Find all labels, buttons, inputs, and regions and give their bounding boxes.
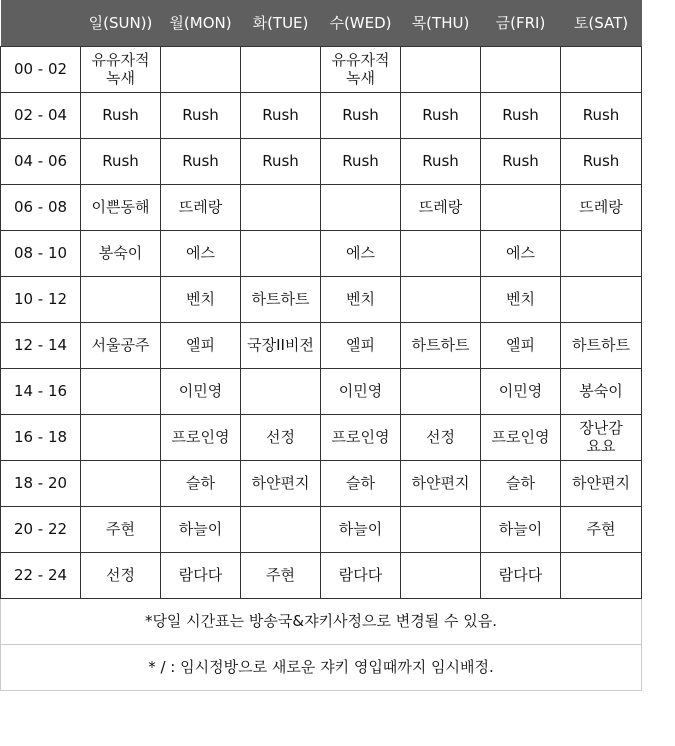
- schedule-cell: 하트하트: [401, 322, 481, 368]
- time-slot-label: 08 - 10: [1, 230, 81, 276]
- schedule-cell: Rush: [401, 92, 481, 138]
- schedule-cell: 주현: [81, 506, 161, 552]
- schedule-cell: 주현: [241, 552, 321, 598]
- schedule-cell: 벤치: [481, 276, 561, 322]
- schedule-cell: 봉숙이: [561, 368, 642, 414]
- schedule-cell: 프로인영: [161, 414, 241, 460]
- schedule-cell: [401, 368, 481, 414]
- schedule-cell: 선정: [81, 552, 161, 598]
- schedule-cell: 유유자적 녹새: [81, 46, 161, 92]
- schedule-cell: 슬하: [481, 460, 561, 506]
- day-header-row: [1, 0, 642, 46]
- schedule-cell: Rush: [241, 92, 321, 138]
- schedule-cell: 슬하: [161, 460, 241, 506]
- schedule-cell: 하얀편지: [561, 460, 642, 506]
- schedule-cell: 이쁜동해: [81, 184, 161, 230]
- schedule-cell: [241, 46, 321, 92]
- day-header-fri: 금(FRI): [481, 0, 561, 46]
- schedule-cell: [481, 46, 561, 92]
- schedule-cell: 이민영: [481, 368, 561, 414]
- schedule-cell: 이민영: [321, 368, 401, 414]
- schedule-cell: 엘피: [321, 322, 401, 368]
- schedule-cell: Rush: [161, 138, 241, 184]
- time-slot-row: [1, 46, 642, 92]
- time-slot-label: 22 - 24: [1, 552, 81, 598]
- schedule-cell: 에스: [321, 230, 401, 276]
- schedule-cell: Rush: [321, 138, 401, 184]
- schedule-cell: [241, 184, 321, 230]
- corner-header: [1, 0, 81, 46]
- time-slot-row: [1, 506, 642, 552]
- schedule-cell: [81, 368, 161, 414]
- schedule-cell: 서울공주: [81, 322, 161, 368]
- schedule-cell: [241, 230, 321, 276]
- day-header-tue: 화(TUE): [241, 0, 321, 46]
- schedule-cell: 엘피: [481, 322, 561, 368]
- schedule-cell: 하늘이: [321, 506, 401, 552]
- schedule-cell: 유유자적 녹새: [321, 46, 401, 92]
- schedule-cell: [401, 276, 481, 322]
- schedule-cell: 주현: [561, 506, 642, 552]
- schedule-cell: Rush: [81, 138, 161, 184]
- schedule-cell: [81, 276, 161, 322]
- schedule-cell: Rush: [561, 138, 642, 184]
- schedule-cell: [241, 506, 321, 552]
- schedule-cell: [401, 230, 481, 276]
- time-slot-label: 02 - 04: [1, 92, 81, 138]
- schedule-cell: 프로인영: [321, 414, 401, 460]
- time-slot-label: 06 - 08: [1, 184, 81, 230]
- time-slot-row: [1, 92, 642, 138]
- schedule-cell: [561, 552, 642, 598]
- schedule-cell: [81, 414, 161, 460]
- schedule-cell: [561, 46, 642, 92]
- day-header-mon: 월(MON): [161, 0, 241, 46]
- schedule-cell: Rush: [481, 138, 561, 184]
- schedule-cell: 봉숙이: [81, 230, 161, 276]
- time-slot-row: [1, 368, 642, 414]
- schedule-cell: 에스: [481, 230, 561, 276]
- schedule-cell: [401, 46, 481, 92]
- schedule-change-notice: *당일 시간표는 방송국&쟈키사정으로 변경될 수 있음.: [1, 598, 642, 644]
- time-slot-row: [1, 414, 642, 460]
- schedule-cell: 선정: [241, 414, 321, 460]
- schedule-cell: 벤치: [321, 276, 401, 322]
- schedule-cell: [241, 368, 321, 414]
- time-slot-label: 20 - 22: [1, 506, 81, 552]
- schedule-cell: 뜨레랑: [561, 184, 642, 230]
- schedule-cell: 람다다: [481, 552, 561, 598]
- schedule-cell: 람다다: [161, 552, 241, 598]
- schedule-cell: 하늘이: [161, 506, 241, 552]
- schedule-cell: [401, 552, 481, 598]
- time-slot-label: 14 - 16: [1, 368, 81, 414]
- schedule-cell: Rush: [561, 92, 642, 138]
- schedule-cell: 엘피: [161, 322, 241, 368]
- schedule-cell: 선정: [401, 414, 481, 460]
- schedule-cell: 슬하: [321, 460, 401, 506]
- schedule-cell: 뜨레랑: [161, 184, 241, 230]
- day-header-wed: 수(WED): [321, 0, 401, 46]
- schedule-cell: [561, 276, 642, 322]
- schedule-cell: Rush: [401, 138, 481, 184]
- time-slot-row: [1, 184, 642, 230]
- schedule-cell: [81, 460, 161, 506]
- schedule-cell: 하얀편지: [241, 460, 321, 506]
- schedule-cell: [481, 184, 561, 230]
- schedule-cell: 국장II비전: [241, 322, 321, 368]
- time-slot-row: [1, 552, 642, 598]
- schedule-cell: [161, 46, 241, 92]
- note-row: [1, 644, 642, 690]
- time-slot-row: [1, 322, 642, 368]
- time-slot-row: [1, 276, 642, 322]
- schedule-cell: Rush: [161, 92, 241, 138]
- temporary-assignment-notice: * / : 임시정방으로 새로운 쟈키 영입때까지 임시배정.: [1, 644, 642, 690]
- day-header-sat: 토(SAT): [561, 0, 642, 46]
- schedule-cell: 하트하트: [561, 322, 642, 368]
- day-header-thu: 목(THU): [401, 0, 481, 46]
- time-slot-label: 04 - 06: [1, 138, 81, 184]
- schedule-cell: 에스: [161, 230, 241, 276]
- schedule-cell: 하얀편지: [401, 460, 481, 506]
- schedule-cell: Rush: [81, 92, 161, 138]
- schedule-cell: [561, 230, 642, 276]
- time-slot-label: 16 - 18: [1, 414, 81, 460]
- day-header-sun: 일(SUN)): [81, 0, 161, 46]
- time-slot-label: 12 - 14: [1, 322, 81, 368]
- time-slot-label: 18 - 20: [1, 460, 81, 506]
- schedule-cell: Rush: [241, 138, 321, 184]
- time-slot-row: [1, 138, 642, 184]
- schedule-cell: 하트하트: [241, 276, 321, 322]
- schedule-cell: 프로인영: [481, 414, 561, 460]
- schedule-cell: 람다다: [321, 552, 401, 598]
- schedule-cell: 벤치: [161, 276, 241, 322]
- time-slot-label: 00 - 02: [1, 46, 81, 92]
- schedule-cell: [321, 184, 401, 230]
- schedule-cell: 뜨레랑: [401, 184, 481, 230]
- schedule-cell: 장난감 요요: [561, 414, 642, 460]
- schedule-cell: 이민영: [161, 368, 241, 414]
- time-slot-label: 10 - 12: [1, 276, 81, 322]
- time-slot-row: [1, 230, 642, 276]
- schedule-cell: Rush: [321, 92, 401, 138]
- time-slot-row: [1, 460, 642, 506]
- schedule-cell: [401, 506, 481, 552]
- note-row: [1, 598, 642, 644]
- schedule-cell: 하늘이: [481, 506, 561, 552]
- schedule-cell: Rush: [481, 92, 561, 138]
